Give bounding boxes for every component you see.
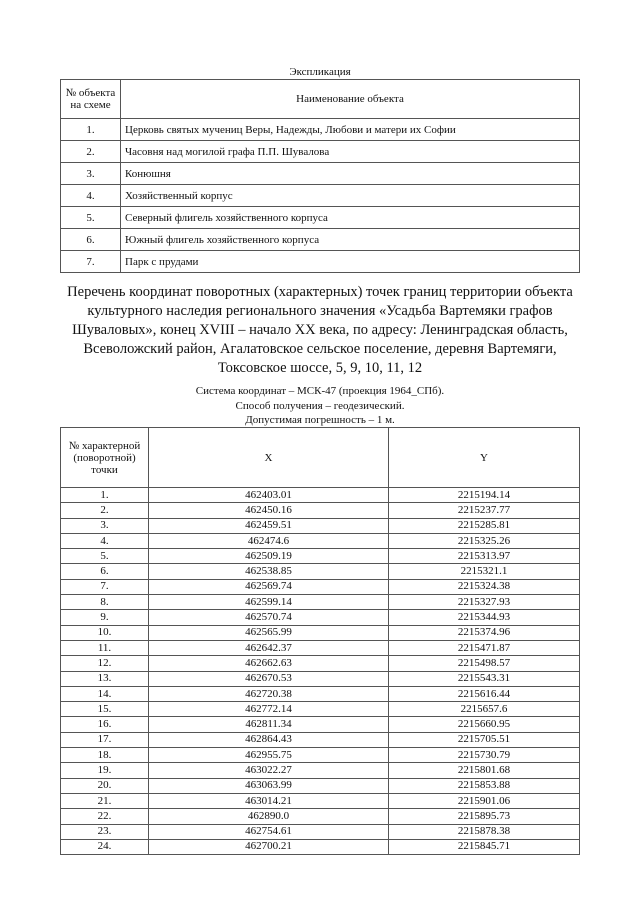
table-row [61, 207, 580, 229]
table-header-row [61, 80, 580, 119]
document-title: Перечень координат поворотных (характерных) точек границ территории объекта культурного наследия регионального значения «Усадьба Вартемяки графов Шуваловых», конец XVIII – начало XX века, по адресу: Ленинградская область, Всеволожский район, Агалатовское сельское поселение, деревня Вартемяги, Токсовское шоссе, 5, 9, 10, 11, 12 [67, 284, 573, 376]
y-value: 2215313.97 [389, 549, 580, 564]
table-row [61, 809, 580, 824]
point-number: 13. [61, 671, 149, 686]
point-number: 21. [61, 793, 149, 808]
y-value: 2215285.81 [389, 518, 580, 533]
x-value: 463063.99 [149, 778, 389, 793]
point-number: 11. [61, 640, 149, 655]
table-row [61, 185, 580, 207]
table-row [61, 717, 580, 732]
table-row [61, 839, 580, 854]
table-row [61, 793, 580, 808]
y-value: 2215324.38 [389, 579, 580, 594]
explication-table [60, 79, 580, 273]
object-name: Парк с прудами [121, 251, 580, 273]
y-value: 2215321.1 [389, 564, 580, 579]
table-row [61, 579, 580, 594]
object-number: 2. [61, 141, 121, 163]
x-value: 462538.85 [149, 564, 389, 579]
point-number: 19. [61, 763, 149, 778]
table-row [61, 251, 580, 273]
header-object-name: Наименование объекта [121, 80, 580, 119]
x-value: 462811.34 [149, 717, 389, 732]
x-value: 463022.27 [149, 763, 389, 778]
y-value: 2215660.95 [389, 717, 580, 732]
y-value: 2215543.31 [389, 671, 580, 686]
header-object-number: № объекта на схеме [61, 80, 121, 119]
table-row [61, 640, 580, 655]
table-row [61, 595, 580, 610]
object-name: Конюшня [121, 163, 580, 185]
table-header-row [61, 428, 580, 488]
x-value: 462700.21 [149, 839, 389, 854]
y-value: 2215327.93 [389, 595, 580, 610]
coordinate-system: Система координат – МСК-47 (проекция 1964_СПб). [195, 385, 445, 397]
x-value: 462569.74 [149, 579, 389, 594]
header-x: X [149, 428, 389, 488]
table-row [61, 656, 580, 671]
table-row [61, 625, 580, 640]
point-number: 18. [61, 748, 149, 763]
x-value: 462720.38 [149, 686, 389, 701]
x-value: 463014.21 [149, 793, 389, 808]
y-value: 2215705.51 [389, 732, 580, 747]
point-number: 5. [61, 549, 149, 564]
y-value: 2215374.96 [389, 625, 580, 640]
acquisition-method: Способ получения – геодезический. [235, 399, 405, 412]
x-value: 462670.53 [149, 671, 389, 686]
object-number: 6. [61, 229, 121, 251]
header-point-number: № характерной (поворотной) точки [61, 428, 149, 488]
object-number: 1. [61, 119, 121, 141]
table-row [61, 671, 580, 686]
y-value: 2215895.73 [389, 809, 580, 824]
y-value: 2215237.77 [389, 503, 580, 518]
point-number: 17. [61, 732, 149, 747]
object-number: 3. [61, 163, 121, 185]
object-name: Хозяйственный корпус [121, 185, 580, 207]
y-value: 2215325.26 [389, 533, 580, 548]
y-value: 2215853.88 [389, 778, 580, 793]
point-number: 12. [61, 656, 149, 671]
point-number: 23. [61, 824, 149, 839]
table-row [61, 533, 580, 548]
coordinate-captions [60, 384, 580, 428]
table-row [61, 518, 580, 533]
x-value: 462772.14 [149, 702, 389, 717]
object-number: 7. [61, 251, 121, 273]
header-y: Y [389, 428, 580, 488]
y-value: 2215657.6 [389, 702, 580, 717]
point-number: 9. [61, 610, 149, 625]
x-value: 462459.51 [149, 518, 389, 533]
y-value: 2215730.79 [389, 748, 580, 763]
y-value: 2215845.71 [389, 839, 580, 854]
y-value: 2215616.44 [389, 686, 580, 701]
x-value: 462864.43 [149, 732, 389, 747]
table-row [61, 488, 580, 503]
object-name: Церковь святых мучениц Веры, Надежды, Любови и матери их Софии [121, 119, 580, 141]
y-value: 2215878.38 [389, 824, 580, 839]
point-number: 16. [61, 717, 149, 732]
table-row [61, 141, 580, 163]
x-value: 462403.01 [149, 488, 389, 503]
x-value: 462565.99 [149, 625, 389, 640]
x-value: 462754.61 [149, 824, 389, 839]
point-number: 8. [61, 595, 149, 610]
x-value: 462570.74 [149, 610, 389, 625]
y-value: 2215498.57 [389, 656, 580, 671]
y-value: 2215901.06 [389, 793, 580, 808]
object-name: Часовня над могилой графа П.П. Шувалова [121, 141, 580, 163]
object-name: Северный флигель хозяйственного корпуса [121, 207, 580, 229]
x-value: 462955.75 [149, 748, 389, 763]
table-row [61, 763, 580, 778]
point-number: 10. [61, 625, 149, 640]
object-number: 4. [61, 185, 121, 207]
point-number: 4. [61, 533, 149, 548]
table-row [61, 564, 580, 579]
table-row [61, 732, 580, 747]
table-row [61, 748, 580, 763]
coordinates-table [60, 427, 580, 855]
point-number: 1. [61, 488, 149, 503]
table-row [61, 229, 580, 251]
explication-caption: Экспликация [289, 66, 351, 78]
point-number: 20. [61, 778, 149, 793]
table-row [61, 503, 580, 518]
y-value: 2215344.93 [389, 610, 580, 625]
table-row [61, 702, 580, 717]
object-name: Южный флигель хозяйственного корпуса [121, 229, 580, 251]
point-number: 22. [61, 809, 149, 824]
tolerance: Допустимая погрешность – 1 м. [245, 414, 395, 426]
table-row [61, 119, 580, 141]
point-number: 6. [61, 564, 149, 579]
point-number: 24. [61, 839, 149, 854]
table-row [61, 163, 580, 185]
x-value: 462450.16 [149, 503, 389, 518]
point-number: 7. [61, 579, 149, 594]
table-row [61, 610, 580, 625]
point-number: 3. [61, 518, 149, 533]
y-value: 2215194.14 [389, 488, 580, 503]
table-row [61, 549, 580, 564]
object-number: 5. [61, 207, 121, 229]
point-number: 2. [61, 503, 149, 518]
y-value: 2215801.68 [389, 763, 580, 778]
y-value: 2215471.87 [389, 640, 580, 655]
table-row [61, 824, 580, 839]
point-number: 15. [61, 702, 149, 717]
x-value: 462890.0 [149, 809, 389, 824]
x-value: 462474.6 [149, 533, 389, 548]
x-value: 462642.37 [149, 640, 389, 655]
table-row [61, 686, 580, 701]
point-number: 14. [61, 686, 149, 701]
table-row [61, 778, 580, 793]
x-value: 462662.63 [149, 656, 389, 671]
x-value: 462599.14 [149, 595, 389, 610]
x-value: 462509.19 [149, 549, 389, 564]
